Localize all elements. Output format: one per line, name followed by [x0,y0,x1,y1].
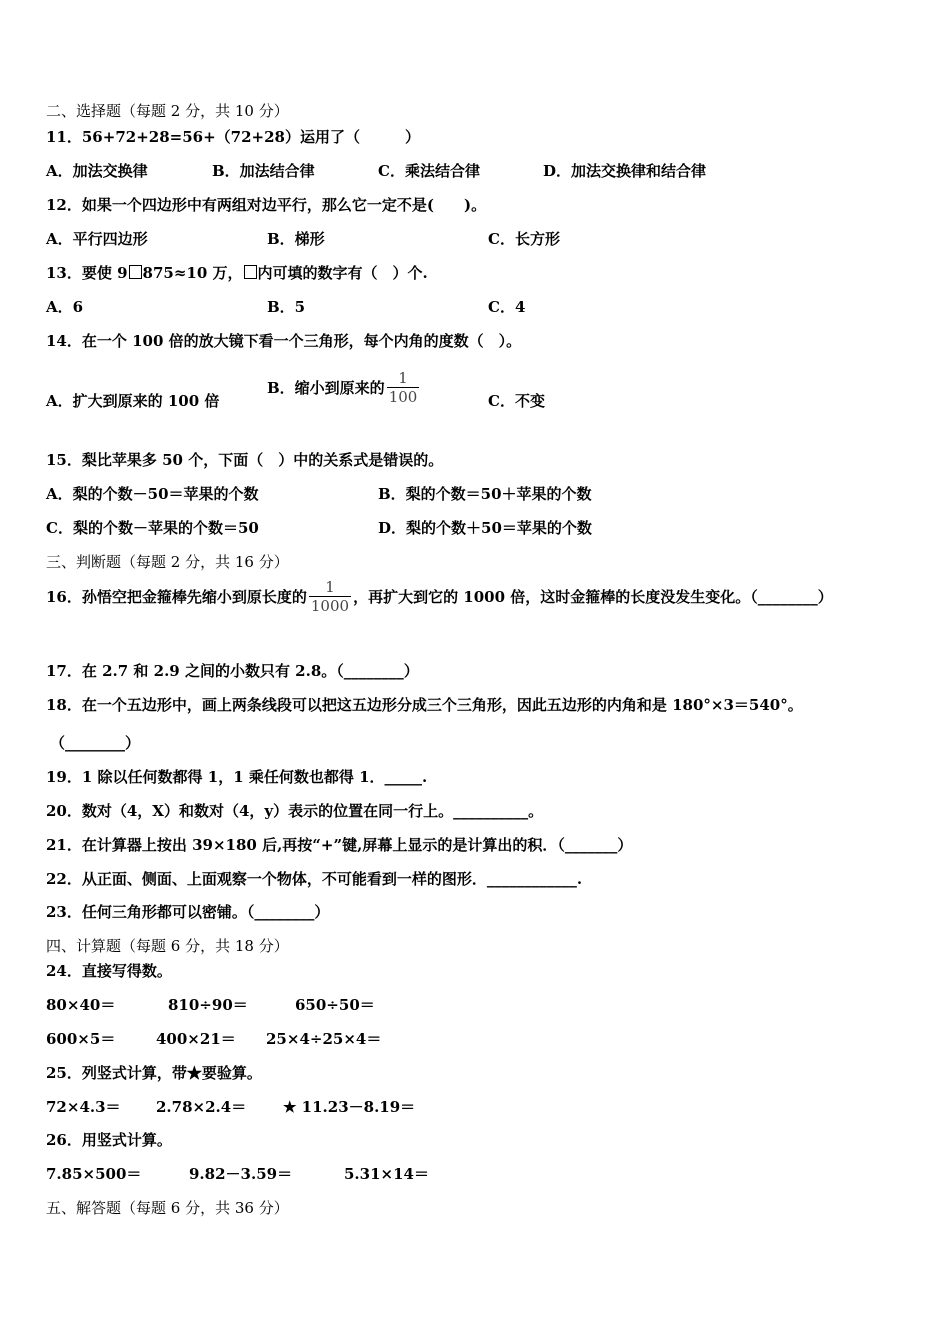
fraction-1-1000 [309,578,351,615]
calc-item: 9.82－3.59＝ [189,1165,293,1183]
q15-option-d: D．梨的个数＋50＝苹果的个数 [378,519,592,537]
fraction-1-100 [387,369,420,406]
section-title: 五、解答题（每题 6 分，共 36 分） [46,1199,289,1217]
blank-square-icon [129,265,142,279]
fraction-denominator: 1000 [310,597,350,615]
calc-item: 5.31×14＝ [344,1165,429,1183]
fraction-denominator: 100 [388,388,418,406]
q12-option-a: A．平行四边形 [46,230,148,248]
question-19: 19．1 除以任何数都得 1，1 乘任何数也都得 1．_____. [46,768,428,786]
question-16 [46,578,833,615]
q14-option-c: C．不变 [488,392,545,410]
q11-option-b: B．加法结合律 [212,162,315,180]
question-13 [46,263,428,283]
q15-option-c: C．梨的个数－苹果的个数＝50 [46,519,259,537]
question-15: 15．梨比苹果多 50 个，下面（ ）中的关系式是错误的。 [46,451,444,469]
q14-option-b [267,369,421,406]
q13-text-post2: 内可填的数字有（ ）个. [257,264,428,282]
q12-option-b: B．梯形 [267,230,325,248]
q15-option-b: B．梨的个数＝50＋苹果的个数 [378,485,592,503]
q13-text-post: 875≈10 万， [142,264,243,282]
fraction-numerator: 1 [309,578,351,597]
calc-item: 72×4.3＝ [46,1098,121,1116]
q13-option-b: B．5 [267,298,306,316]
calc-item: 25×4÷25×4＝ [266,1030,382,1048]
question-25: 25．列竖式计算，带★要验算。 [46,1064,262,1082]
section-title: 三、判断题（每题 2 分，共 16 分） [46,553,289,571]
q16-text-pre: 16．孙悟空把金箍棒先缩小到原长度的 [46,587,307,606]
question-21: 21．在计算器上按出 39×180 后,再按“+”键,屏幕上显示的是计算出的积．（_______） [46,836,633,854]
section-title: 四、计算题（每题 6 分，共 18 分） [46,937,289,955]
q13-option-a: A．6 [46,298,84,316]
q18-answer-blank: （________） [50,734,141,752]
calc-item: 600×5＝ [46,1030,116,1048]
question-26: 26．用竖式计算。 [46,1131,172,1149]
question-24: 24．直接写得数。 [46,962,172,980]
q11-option-c: C．乘法结合律 [378,162,480,180]
calc-item: 2.78×2.4＝ [156,1098,247,1116]
section-title: 二、选择题（每题 2 分，共 10 分） [46,102,289,120]
question-11: 11．56+72+28=56+（72+28）运用了（ ） [46,128,420,146]
blank-square-icon [244,265,257,279]
q13-text-pre: 13．要使 9 [46,264,128,282]
question-18: 18．在一个五边形中，画上两条线段可以把这五边形分成三个三角形，因此五边形的内角和是 180°×3＝540°。 [46,696,803,714]
question-17: 17．在 2.7 和 2.9 之间的小数只有 2.8。（________） [46,662,419,680]
calc-item: 7.85×500＝ [46,1165,142,1183]
question-23: 23．任何三角形都可以密铺。（________） [46,903,330,921]
calc-item: 810÷90＝ [168,996,248,1014]
calc-item: 80×40＝ [46,996,116,1014]
q14-option-a: A．扩大到原来的 100 倍 [46,392,220,410]
q12-option-c: C．长方形 [488,230,560,248]
calc-item: 400×21＝ [156,1030,236,1048]
question-22: 22．从正面、侧面、上面观察一个物体，不可能看到一样的图形．____________. [46,870,583,888]
q15-option-a: A．梨的个数－50＝苹果的个数 [46,485,259,503]
question-12: 12．如果一个四边形中有两组对边平行，那么它一定不是( )。 [46,196,487,214]
question-14: 14．在一个 100 倍的放大镜下看一个三角形，每个内角的度数（ ）。 [46,332,522,350]
calc-item: ★ 11.23－8.19＝ [283,1098,416,1116]
q13-option-c: C．4 [488,298,526,316]
q14-option-b-label: B．缩小到原来的 [267,378,385,397]
q11-option-d: D．加法交换律和结合律 [543,162,707,180]
fraction-numerator: 1 [387,369,420,388]
q11-option-a: A．加法交换律 [46,162,148,180]
calc-item: 650÷50＝ [295,996,375,1014]
q16-text-post: ，再扩大到它的 1000 倍，这时金箍棒的长度没发生变化。（________） [353,587,833,606]
question-20: 20．数对（4，X）和数对（4，y）表示的位置在同一行上。__________。 [46,802,544,820]
